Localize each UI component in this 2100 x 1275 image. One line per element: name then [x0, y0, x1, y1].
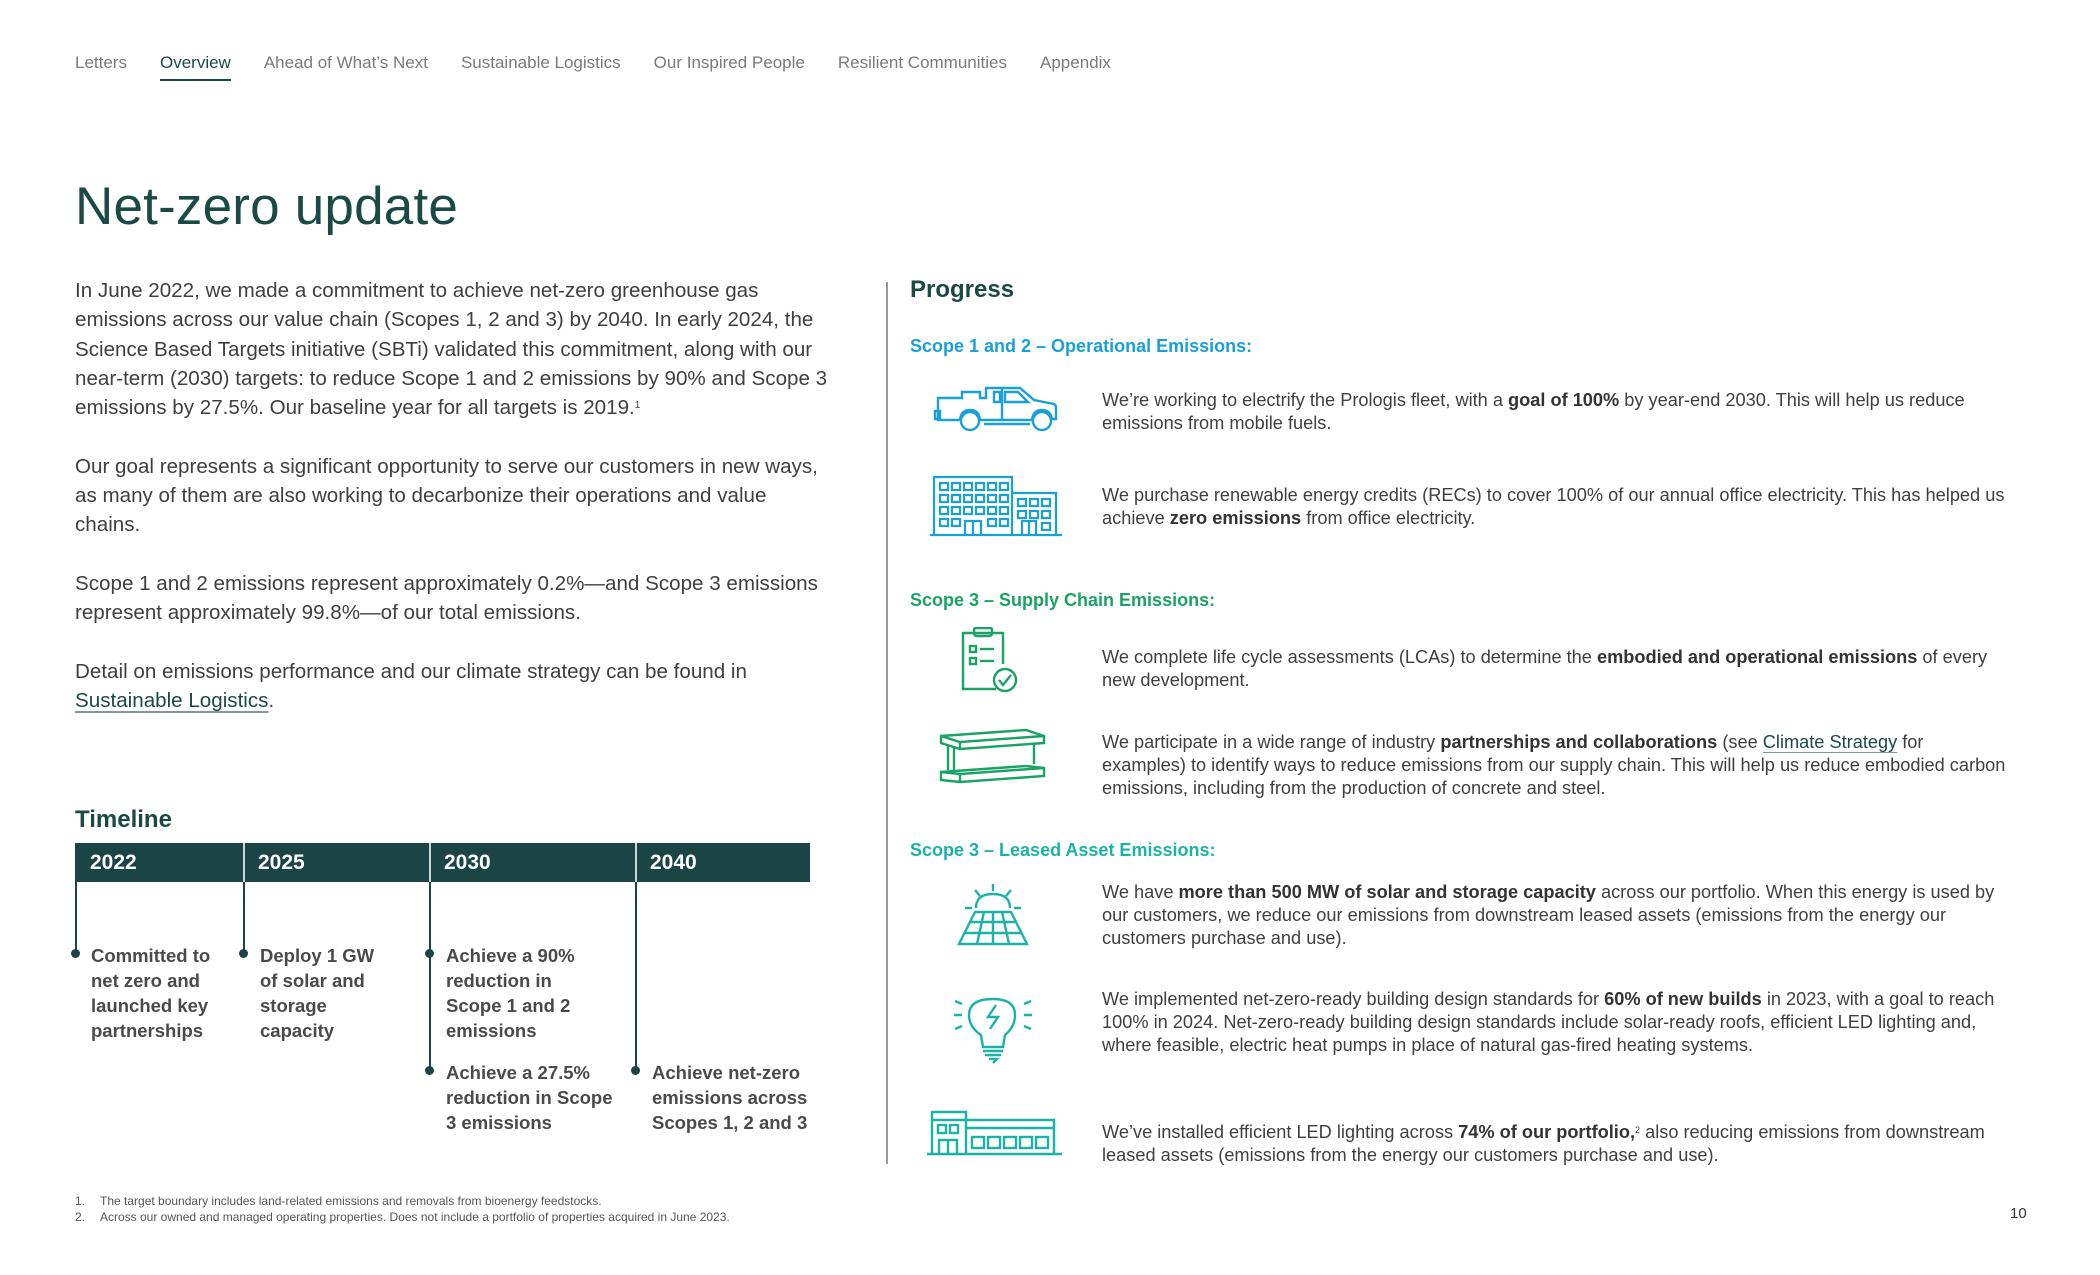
lightbulb-bolt-icon	[953, 995, 1033, 1067]
intro-text	[75, 276, 835, 745]
nav-item-ahead-of-whats-next[interactable]: Ahead of What’s Next	[263, 53, 428, 72]
steel-beam-icon	[938, 728, 1050, 790]
timeline-stem	[243, 882, 245, 954]
progress-item-net-zero-ready: We implemented net-zero-ready building design standards for 60% of new builds in 2023, with a goal to reach 100% in 2024. Net-zero-ready building design standards include solar-ready roofs, efficient LED lighting and, where feasible, electric heat pumps in place of natural gas-fired heating systems.	[1102, 989, 1995, 1055]
pickup-truck-icon	[932, 384, 1062, 436]
timeline-dot	[631, 1066, 640, 1075]
milestone-2030-scope-1-2: Achieve a 90% reduction in Scope 1 and 2 emissions	[446, 945, 575, 1041]
progress-item-solar: We have more than 500 MW of solar and storage capacity across our portfolio. When this energy is used by our customers, we reduce our emissions from downstream leased assets (emissions from the energy our customers purchase and use).	[1102, 882, 1995, 948]
timeline-dot	[71, 949, 80, 958]
intro-paragraph-2: Our goal represents a significant opportunity to serve our customers in new ways, as many of them are also working to decarbonize their operations and value chains.	[75, 454, 818, 537]
progress-item-fleet: We’re working to electrify the Prologis fleet, with a goal of 100% by year-end 2030. This will help us reduce emissions from mobile fuels.	[1102, 390, 1965, 433]
timeline-stem	[635, 882, 637, 1072]
footnote-ref-1: 1	[634, 400, 641, 412]
nav-item-letters[interactable]: Letters	[75, 53, 127, 72]
timeline-stem	[75, 882, 77, 954]
milestone-2030-scope-3: Achieve a 27.5% reduction in Scope 3 emissions	[446, 1062, 613, 1133]
timeline-separator	[243, 843, 245, 882]
timeline-year-2025: 2025	[258, 851, 305, 874]
progress-item-recs: We purchase renewable energy credits (RECs) to cover 100% of our annual office electricity. This has helped us achieve zero emissions from office electricity.	[1102, 485, 2005, 528]
milestone-2022: Committed to net zero and launched key partnerships	[91, 945, 211, 1041]
timeline-dot	[425, 1066, 434, 1075]
intro-paragraph-1: In June 2022, we made a commitment to achieve net-zero greenhouse gas emissions across our value chain (Scopes 1, 2 and 3) by 2040. In early 2024, the Science Based Targets initiative (SBTi) validated this commitment, along with our near-term (2030) targets: to reduce Scope 1 and 2 emissions by 90% and Scope 3 emissions by 27.5%. Our baseline year for all targets is 2019.$^1$	[75, 279, 828, 420]
office-buildings-icon	[928, 475, 1064, 537]
clipboard-check-icon	[960, 627, 1020, 697]
intro-paragraph-4: Detail on emissions performance and our climate strategy can be found in Sustainable Logistics.	[75, 659, 747, 713]
footnotes	[75, 1193, 730, 1225]
nav-item-sustainable-logistics[interactable]: Sustainable Logistics	[460, 53, 621, 72]
page-number: 10	[2010, 1205, 2027, 1222]
solar-panel-icon	[955, 882, 1031, 948]
footnote-2: 2. Across our owned and managed operating properties. Does not include a portfolio of properties acquired in June 2023.	[75, 1210, 730, 1224]
timeline-year-2022: 2022	[90, 851, 137, 874]
scope-3-leased-heading: Scope 3 – Leased Asset Emissions:	[910, 840, 1216, 860]
timeline-bar	[75, 843, 810, 882]
footnote-1: 1. The target boundary includes land-related emissions and removals from bioenergy feedstocks.	[75, 1194, 602, 1208]
timeline-separator	[635, 843, 637, 882]
timeline-title: Timeline	[75, 806, 172, 833]
timeline-dot	[239, 949, 248, 958]
milestone-2040: Achieve net-zero emissions across Scopes 1, 2 and 3	[652, 1062, 808, 1133]
progress-item-led: We’ve installed efficient LED lighting across 74% of our portfolio,$^2$ also reducing emissions from downstream leased assets (emissions from the energy our customers purchase and use).	[1102, 1122, 1985, 1165]
climate-strategy-link[interactable]: Climate Strategy	[1762, 732, 1898, 752]
nav-item-appendix[interactable]: Appendix	[1040, 53, 1111, 72]
timeline-stem	[429, 882, 431, 1072]
sustainable-logistics-link[interactable]: Sustainable Logistics	[75, 689, 269, 713]
warehouse-icon	[926, 1110, 1064, 1156]
nav-item-our-inspired-people[interactable]: Our Inspired People	[653, 53, 805, 72]
section-nav	[75, 52, 1144, 82]
nav-item-overview[interactable]: Overview	[160, 52, 231, 82]
timeline-year-2040: 2040	[650, 851, 697, 874]
column-divider	[886, 282, 888, 1164]
scope-3-supply-chain-heading: Scope 3 – Supply Chain Emissions:	[910, 590, 1216, 610]
intro-paragraph-3: Scope 1 and 2 emissions represent approximately 0.2%—and Scope 3 emissions represent approximately 99.8%—of our total emissions.	[75, 571, 818, 625]
scope-1-2-heading: Scope 1 and 2 – Operational Emissions:	[910, 336, 1253, 356]
milestone-2025: Deploy 1 GW of solar and storage capacity	[260, 945, 375, 1041]
progress-item-partnerships: We participate in a wide range of industry partnerships and collaborations (see Climate Strategy for examples) to identify ways to reduce emissions from our supply chain. This will help us reduce embodied carbon emissions, including from the production of concrete and steel.	[1102, 732, 2006, 798]
timeline-year-2030: 2030	[444, 851, 491, 874]
nav-item-resilient-communities[interactable]: Resilient Communities	[837, 53, 1007, 72]
page-title: Net-zero update	[75, 177, 459, 236]
timeline-separator	[429, 843, 431, 882]
progress-item-lca: We complete life cycle assessments (LCAs) to determine the embodied and operational emissions of every new development.	[1102, 647, 1988, 690]
footnote-ref-2: 2	[1635, 1125, 1641, 1135]
progress-title: Progress	[910, 276, 1015, 303]
timeline-dot	[425, 949, 434, 958]
